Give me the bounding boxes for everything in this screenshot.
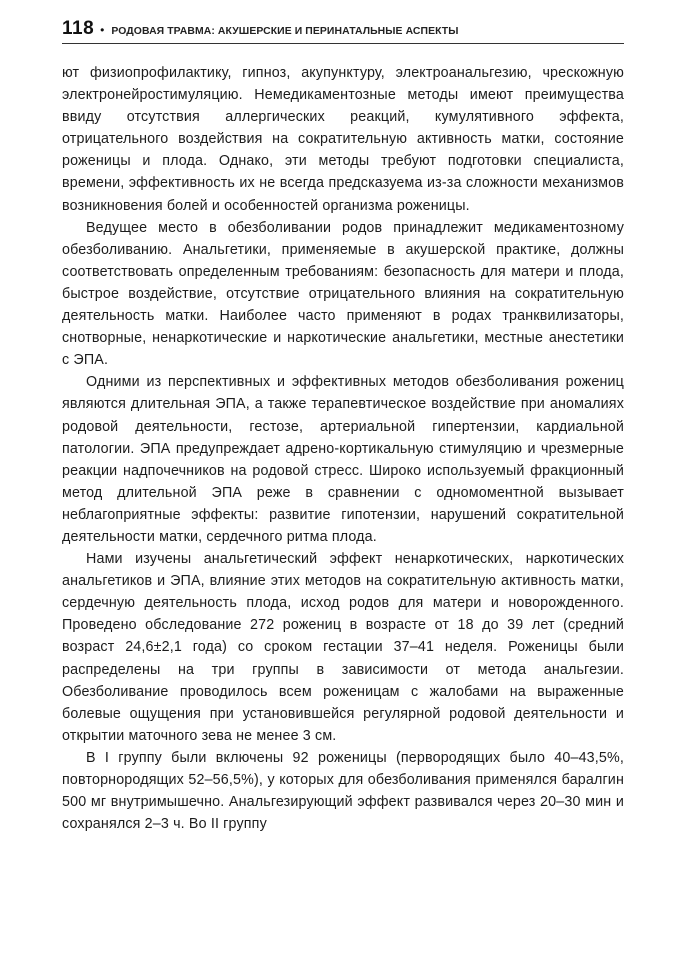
header-bullet: • [100, 23, 105, 37]
paragraph-3: Одними из перспективных и эффективных методов обезболивания рожениц являются длительная ЭПА, а также терапевтическое воздействие при аномалиях родовой деятельности, гестозе, артериальной гипертензии, кардиальной патологии. ЭПА предупреждает адрено-кортикальную стимуляцию и чрезмерные реакции надпочечников на родовой стресс. Широко используемый фракционный метод длительной ЭПА реже в сравнении с одномоментной вызывает неблагоприятные эффекты: развитие гипотензии, нарушений сократительной деятельности матки, сердечного ритма плода. [62, 374, 624, 545]
page-number: 118 [62, 18, 95, 39]
header-rule [62, 43, 624, 44]
running-title: РОДОВАЯ ТРАВМА: АКУШЕРСКИЕ И ПЕРИНАТАЛЬНЫЕ АСПЕКТЫ [111, 26, 459, 37]
paragraph-4: Нами изучены анальгетический эффект ненаркотических, наркотических анальгетиков и ЭПА, влияние этих методов на сократительную активность матки, сердечную деятельность плода, исход родов для матери и новорожденного. Проведено обследование 272 рожениц в возрасте от 18 до 39 лет (средний возраст 24,6±2,1 года) со сроком гестации 37–41 неделя. Роженицы были распределены на три группы в зависимости от метода анальгезии. Обезболивание проводилось всем роженицам с жалобами на выраженные болевые ощущения при установившейся регулярной родовой деятельности и открытии маточного зева не менее 3 см. [62, 551, 624, 744]
paragraph-1: ют физиопрофилактику, гипноз, акупунктуру, электроанальгезию, чрескожную электронейростимуляцию. Немедикаментозные методы имеют преимущества ввиду отсутствия аллергических реакций, кумулятивного эффекта, отрицательного воздействия на сократительную активность матки, состояние роженицы и плода. Однако, эти методы требуют подготовки специалиста, времени, эффективность их не всегда предсказуема из-за сложности механизмов возникновения болей и особенностей организма роженицы. [62, 65, 624, 214]
paragraph-5: В I группу были включены 92 роженицы (первородящих было 40–43,5%, повторнородящих 52–56,5%), у которых для обезболивания применялся баралгин 500 мг внутримышечно. Анальгезирующий эффект развивался через 20–30 мин и сохранялся 2–3 ч. Во II группу [62, 749, 624, 833]
running-header [62, 18, 624, 42]
body-text [62, 62, 624, 835]
paragraph-2: Ведущее место в обезболивании родов принадлежит медикаментозному обезболиванию. Анальгетики, применяемые в акушерской практике, должны соответствовать определенным требованиям: безопасность для матери и плода, быстрое воздействие, отсутствие отрицательного влияния на сократительную деятельность матки. Наиболее часто применяют в родах транквилизаторы, снотворные, ненаркотические и наркотические анальгетики, местные анестетики с ЭПА. [62, 219, 624, 369]
